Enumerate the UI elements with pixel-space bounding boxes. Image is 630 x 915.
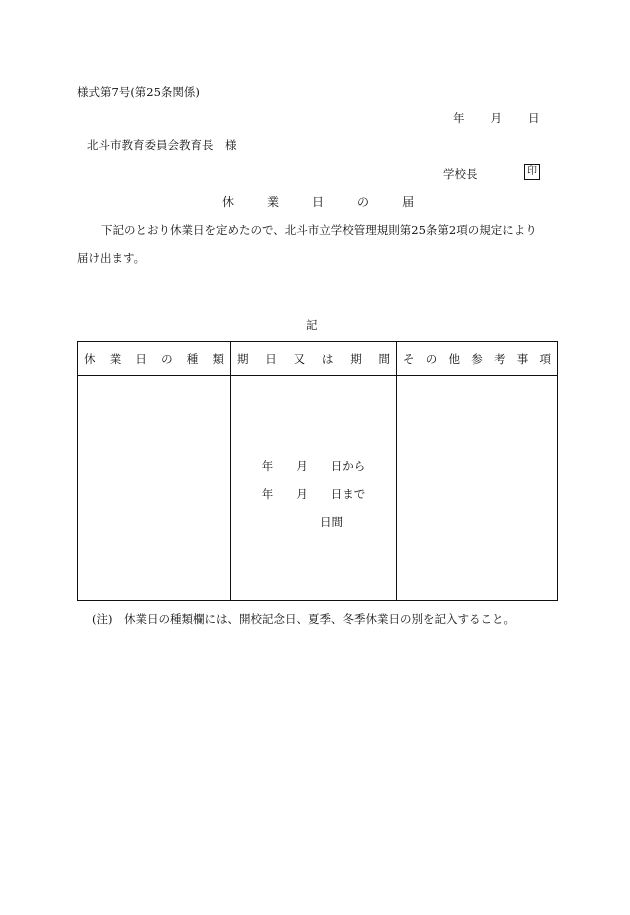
body-text-line2: 届け出ます。 [77, 251, 146, 265]
holiday-table [77, 341, 558, 601]
period-from: 年 月 日から [261, 459, 366, 473]
period-cell [231, 376, 397, 601]
header-period: 期 日 又 は 期 間 [231, 342, 397, 376]
period-to: 年 月 日まで [261, 487, 366, 501]
period-days: 日間 [320, 515, 343, 529]
date-line [453, 110, 540, 126]
body-text-line1: 下記のとおり休業日を定めたので、北斗市立学校管理規則第25条第2項の規定により [101, 223, 537, 237]
addressee: 北斗市教育委員会教育長 様 [87, 138, 237, 152]
month-label: 月 [490, 111, 502, 125]
remarks-cell [397, 376, 558, 601]
table-row [78, 376, 558, 601]
title-char: の [357, 195, 370, 209]
principal-label: 学校長 [443, 167, 478, 181]
holiday-type-cell [78, 376, 231, 601]
form-number: 様式第7号(第25条関係) [77, 85, 200, 99]
title-char: 休 [222, 195, 235, 209]
header-remarks: そ の 他 参 考 事 項 [397, 342, 558, 376]
day-label: 日 [528, 111, 540, 125]
seal-mark: 印 [524, 164, 540, 180]
note-text: (注) 休業日の種類欄には、開校記念日、夏季、冬季休業日の別を記入すること。 [92, 612, 515, 626]
title-char: 日 [312, 195, 325, 209]
title-char: 届 [402, 195, 415, 209]
table-header-row [78, 342, 558, 376]
ki-heading: 記 [306, 318, 318, 332]
document-title [222, 193, 414, 210]
year-label: 年 [453, 111, 465, 125]
title-char: 業 [267, 195, 280, 209]
header-holiday-type: 休 業 日 の 種 類 [78, 342, 231, 376]
